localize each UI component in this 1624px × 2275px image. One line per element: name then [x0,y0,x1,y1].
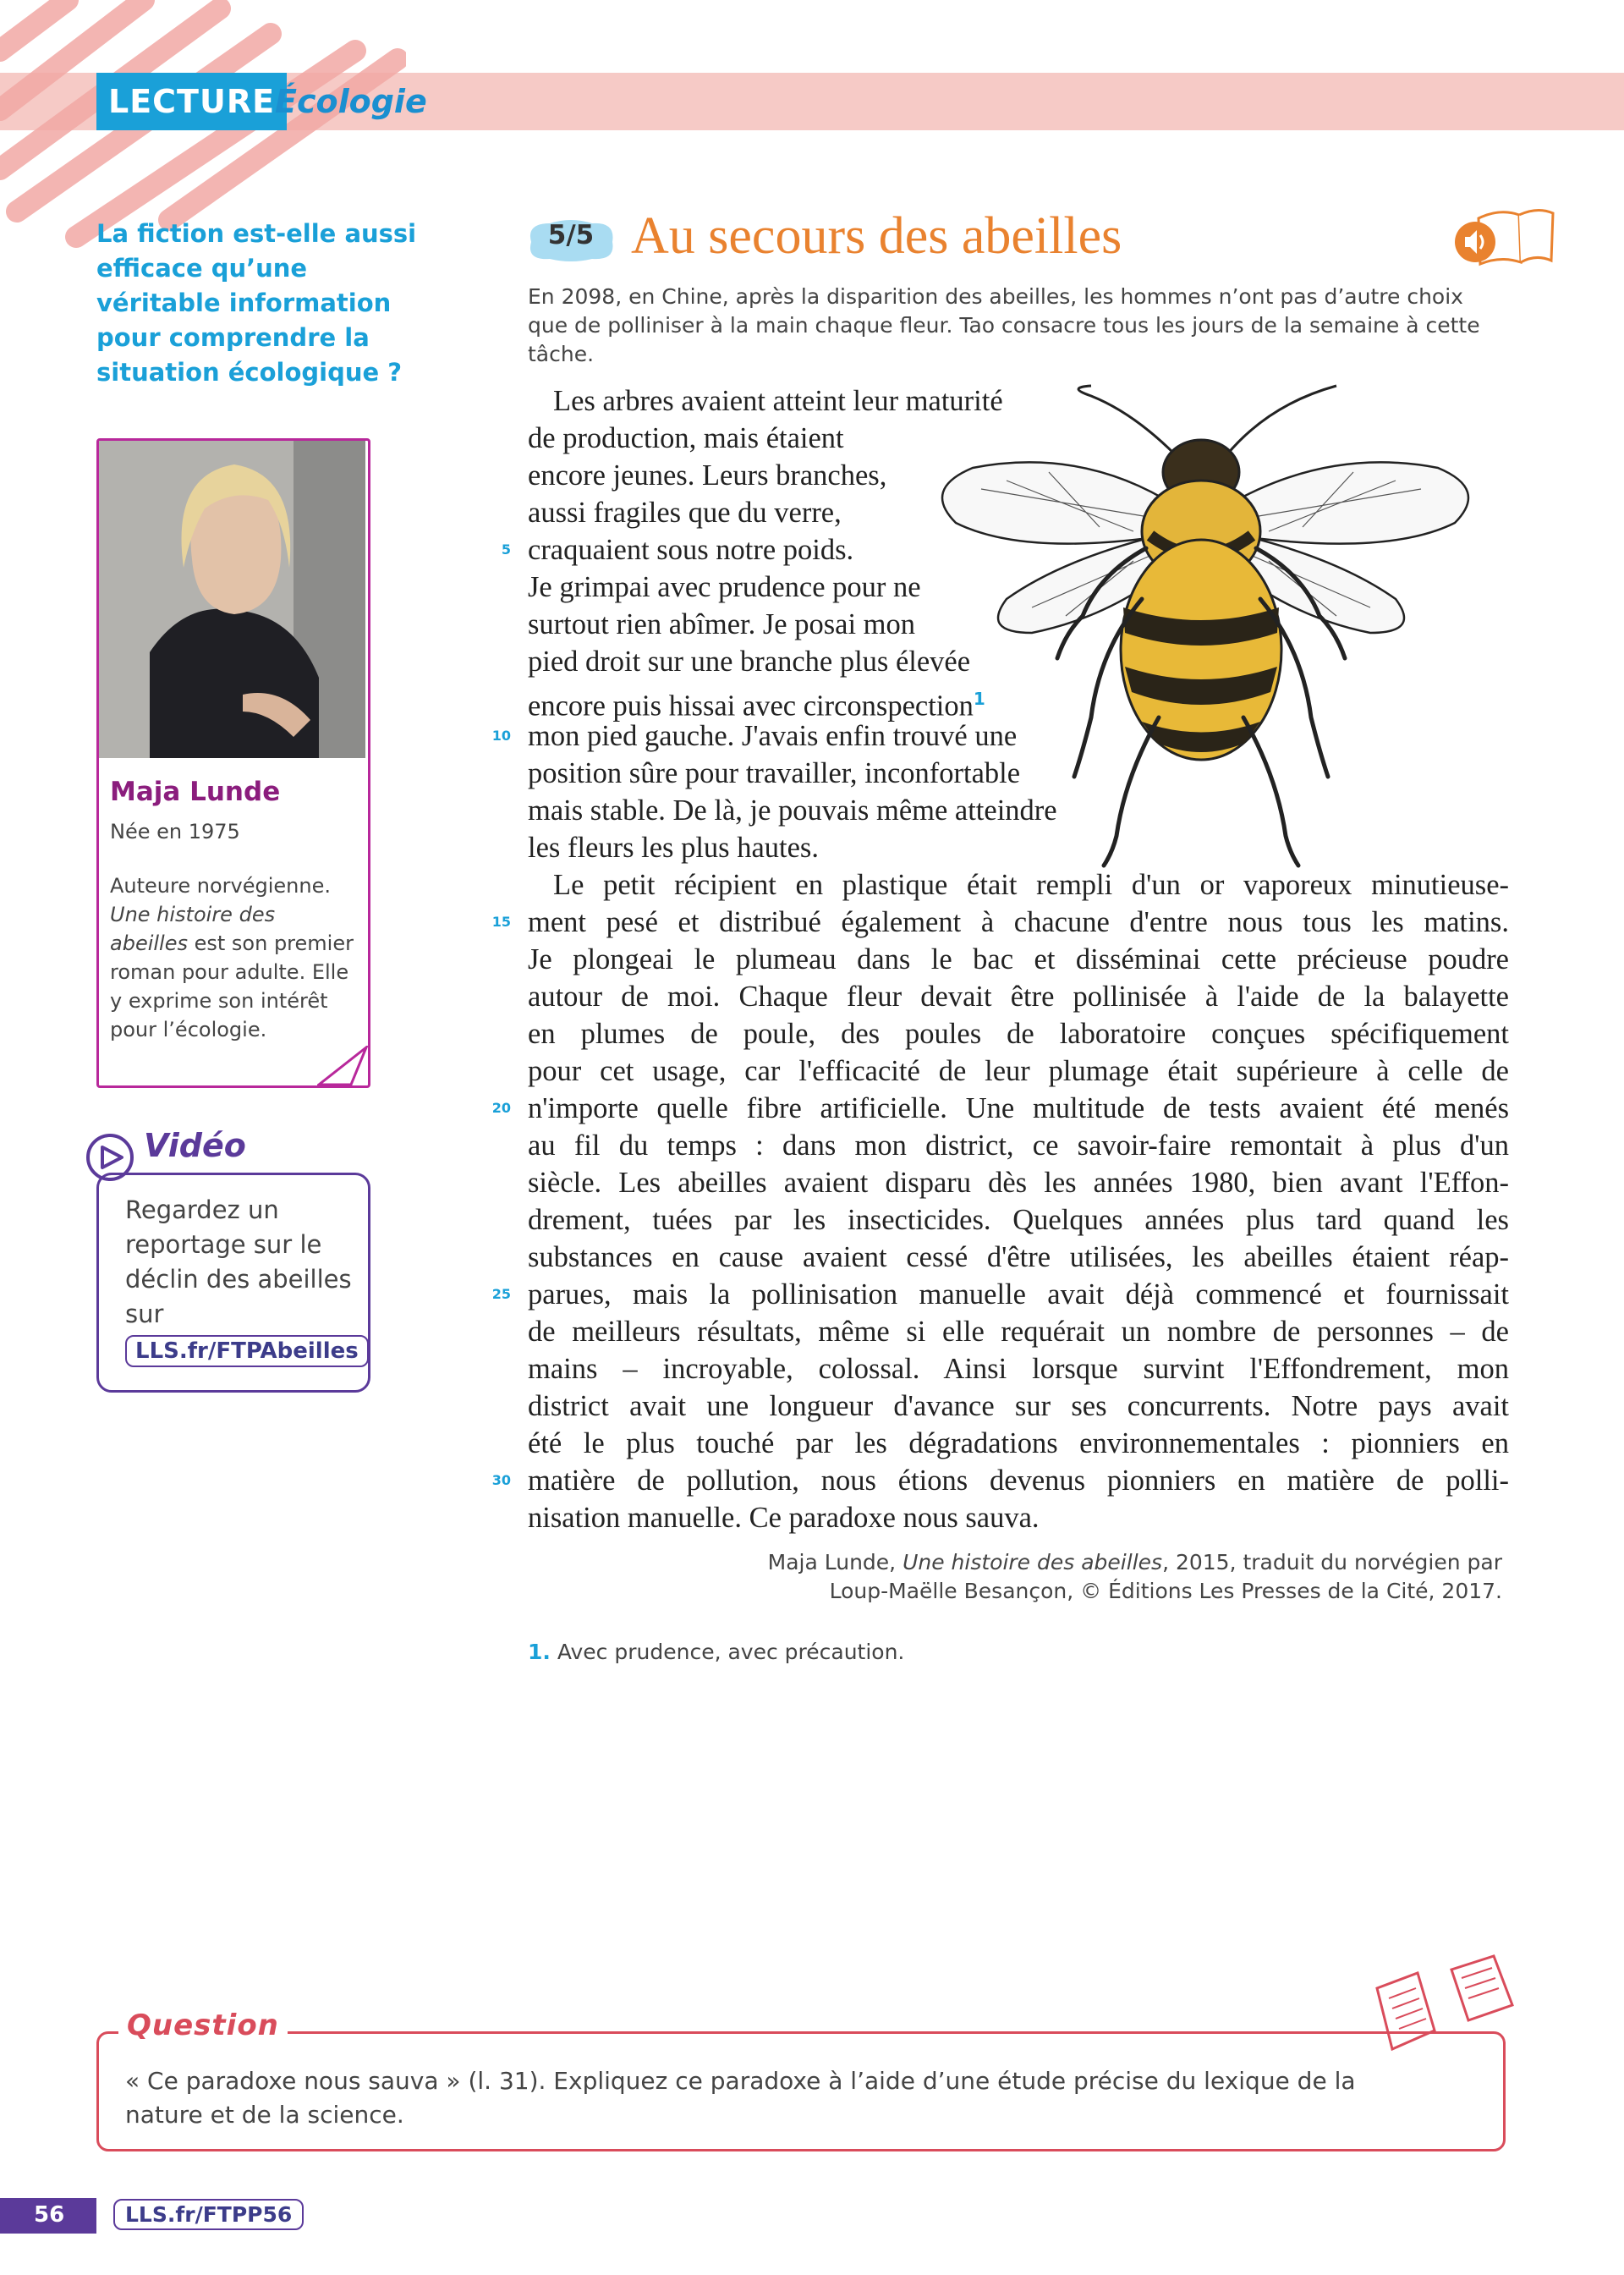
passage-line-with-note: encore puis hissai avec circonspection$^1$ [528,689,985,723]
passage-line: position sûre pour travailler, inconfortable [528,757,1021,789]
passage-line: aussi fragiles que du verre, [528,497,842,529]
section-tag: LECTURE [96,73,287,130]
passage-line: Les arbres avaient atteint leur maturité [553,385,1003,417]
passage-line: ment pesé et distribué également à chacune d'entre nous tous les matins. [528,906,1509,938]
author-bio: Auteure norvégienne. Une histoire des abeilles est son premier roman pour adulte. Elle y exprime son intérêt pour l’écologie. [110,874,354,1041]
passage-line: Je grimpai avec prudence pour ne [528,571,921,603]
question-title: Question [118,2008,288,2042]
passage-line: été le plus touché par les dégradations environnementales : pionniers en [528,1427,1509,1459]
page-number: 56 [34,2202,65,2228]
passage-line: substances en cause avaient cessé d'être utilisées, les abeilles étaient réap- [528,1241,1509,1273]
passage-line: Le petit récipient en plastique était rempli d'un or vaporeux minutieuse- [553,869,1509,901]
article-title: Au secours des abeilles [631,207,1122,265]
source-citation: Maja Lunde, Une histoire des abeilles, 2015, traduit du norvégien par Loup-Maëlle Besançon, © Éditions Les Presses de la Cité, 2017. [767,1550,1502,1603]
passage-line: Je plongeai le plumeau dans le bac et disséminai cette précieuse poudre [528,943,1509,975]
video-title: Vidéo [144,1127,246,1164]
passage-line: pied droit sur une branche plus élevée [528,646,971,678]
author-photo [99,441,365,758]
line-number: 20 [491,1100,511,1116]
line-number: 25 [491,1286,511,1302]
article-intro: En 2098, en Chine, après la disparition des abeilles, les hommes n’ont pas d’autre choix que de polliniser à la main chaque fleur. Tao consacre tous les jours de la semaine à cette tâche. [528,284,1480,366]
footer-link[interactable]: LLS.fr/FTPP56 [113,2199,304,2230]
passage-line: en plumes de poule, des poules de laboratoire conçues spécifiquement [528,1018,1509,1050]
audio-book-icon[interactable] [1453,201,1555,269]
passage-line: siècle. Les abeilles avaient disparu dès les années 1980, bien avant l'Effon- [528,1167,1509,1199]
passage-line: craquaient sous notre poids. [528,534,854,566]
passage-line: autour de moi. Chaque fleur devait être pollinisée à l'aide de la balayette [528,981,1509,1013]
guiding-question: La fiction est-elle aussi efficace qu’une véritable information pour comprendre la situation écologique ? [96,219,417,387]
video-link[interactable]: LLS.fr/FTPAbeilles [125,1335,369,1367]
video-text: Regardez un reportage sur le déclin des abeilles sur [125,1195,352,1328]
article-passage [528,382,1509,1536]
passage-line: les fleurs les plus hautes. [528,832,819,864]
passage-line: parues, mais la pollinisation manuelle avait déjà commencé et fournissait [528,1278,1509,1311]
passage-line: mais stable. De là, je pouvais même atteindre [528,794,1057,827]
passage-line: district avait une longueur d'avance sur ses concurrents. Notre pays avait [528,1390,1509,1422]
passage-line: drement, tuées par les insecticides. Quelques années plus tard quand les [528,1204,1509,1236]
passage-line: matière de pollution, nous étions devenus pionniers en matière de polli- [528,1464,1509,1497]
author-name: Maja Lunde [110,777,281,807]
passage-line: pour cet usage, car l'efficacité de leur plumage était supérieure à celle de [528,1055,1509,1087]
page-fold-decoration [317,1046,368,1086]
passage-line: de production, mais étaient [528,422,844,454]
passage-line: surtout rien abîmer. Je posai mon [528,608,916,640]
passage-line: de meilleurs résultats, même si elle requérait un nombre de personnes – de [528,1316,1509,1348]
line-number: 30 [491,1472,511,1488]
passage-line: nisation manuelle. Ce paradoxe nous sauva. [528,1502,1040,1534]
author-birth: Née en 1975 [110,820,240,844]
line-number: 15 [491,914,511,930]
chapter-label: 5/5 [547,220,595,250]
question-text: « Ce paradoxe nous sauva » (l. 31). Expliquez ce paradoxe à l’aide d’une étude précise du lexique de la nature et de la science. [125,2067,1356,2129]
passage-line: mains – incroyable, colossal. Ainsi lorsque survint l'Effondrement, mon [528,1353,1509,1385]
line-number: 10 [491,728,511,744]
passage-line: n'importe quelle fibre artificielle. Une multitude de tests avaient été menés [528,1092,1509,1124]
theme-tag: Écologie [275,83,427,120]
line-number: 5 [501,541,511,558]
passage-line: mon pied gauche. J'avais enfin trouvé une [528,720,1018,752]
passage-line: encore jeunes. Leurs branches, [528,459,887,492]
footnote: 1. Avec prudence, avec précaution. [528,1640,905,1664]
footnote-reference[interactable]: 1 [973,689,985,709]
passage-line: au fil du temps : dans mon district, ce savoir-faire remontait à plus d'un [528,1129,1509,1162]
